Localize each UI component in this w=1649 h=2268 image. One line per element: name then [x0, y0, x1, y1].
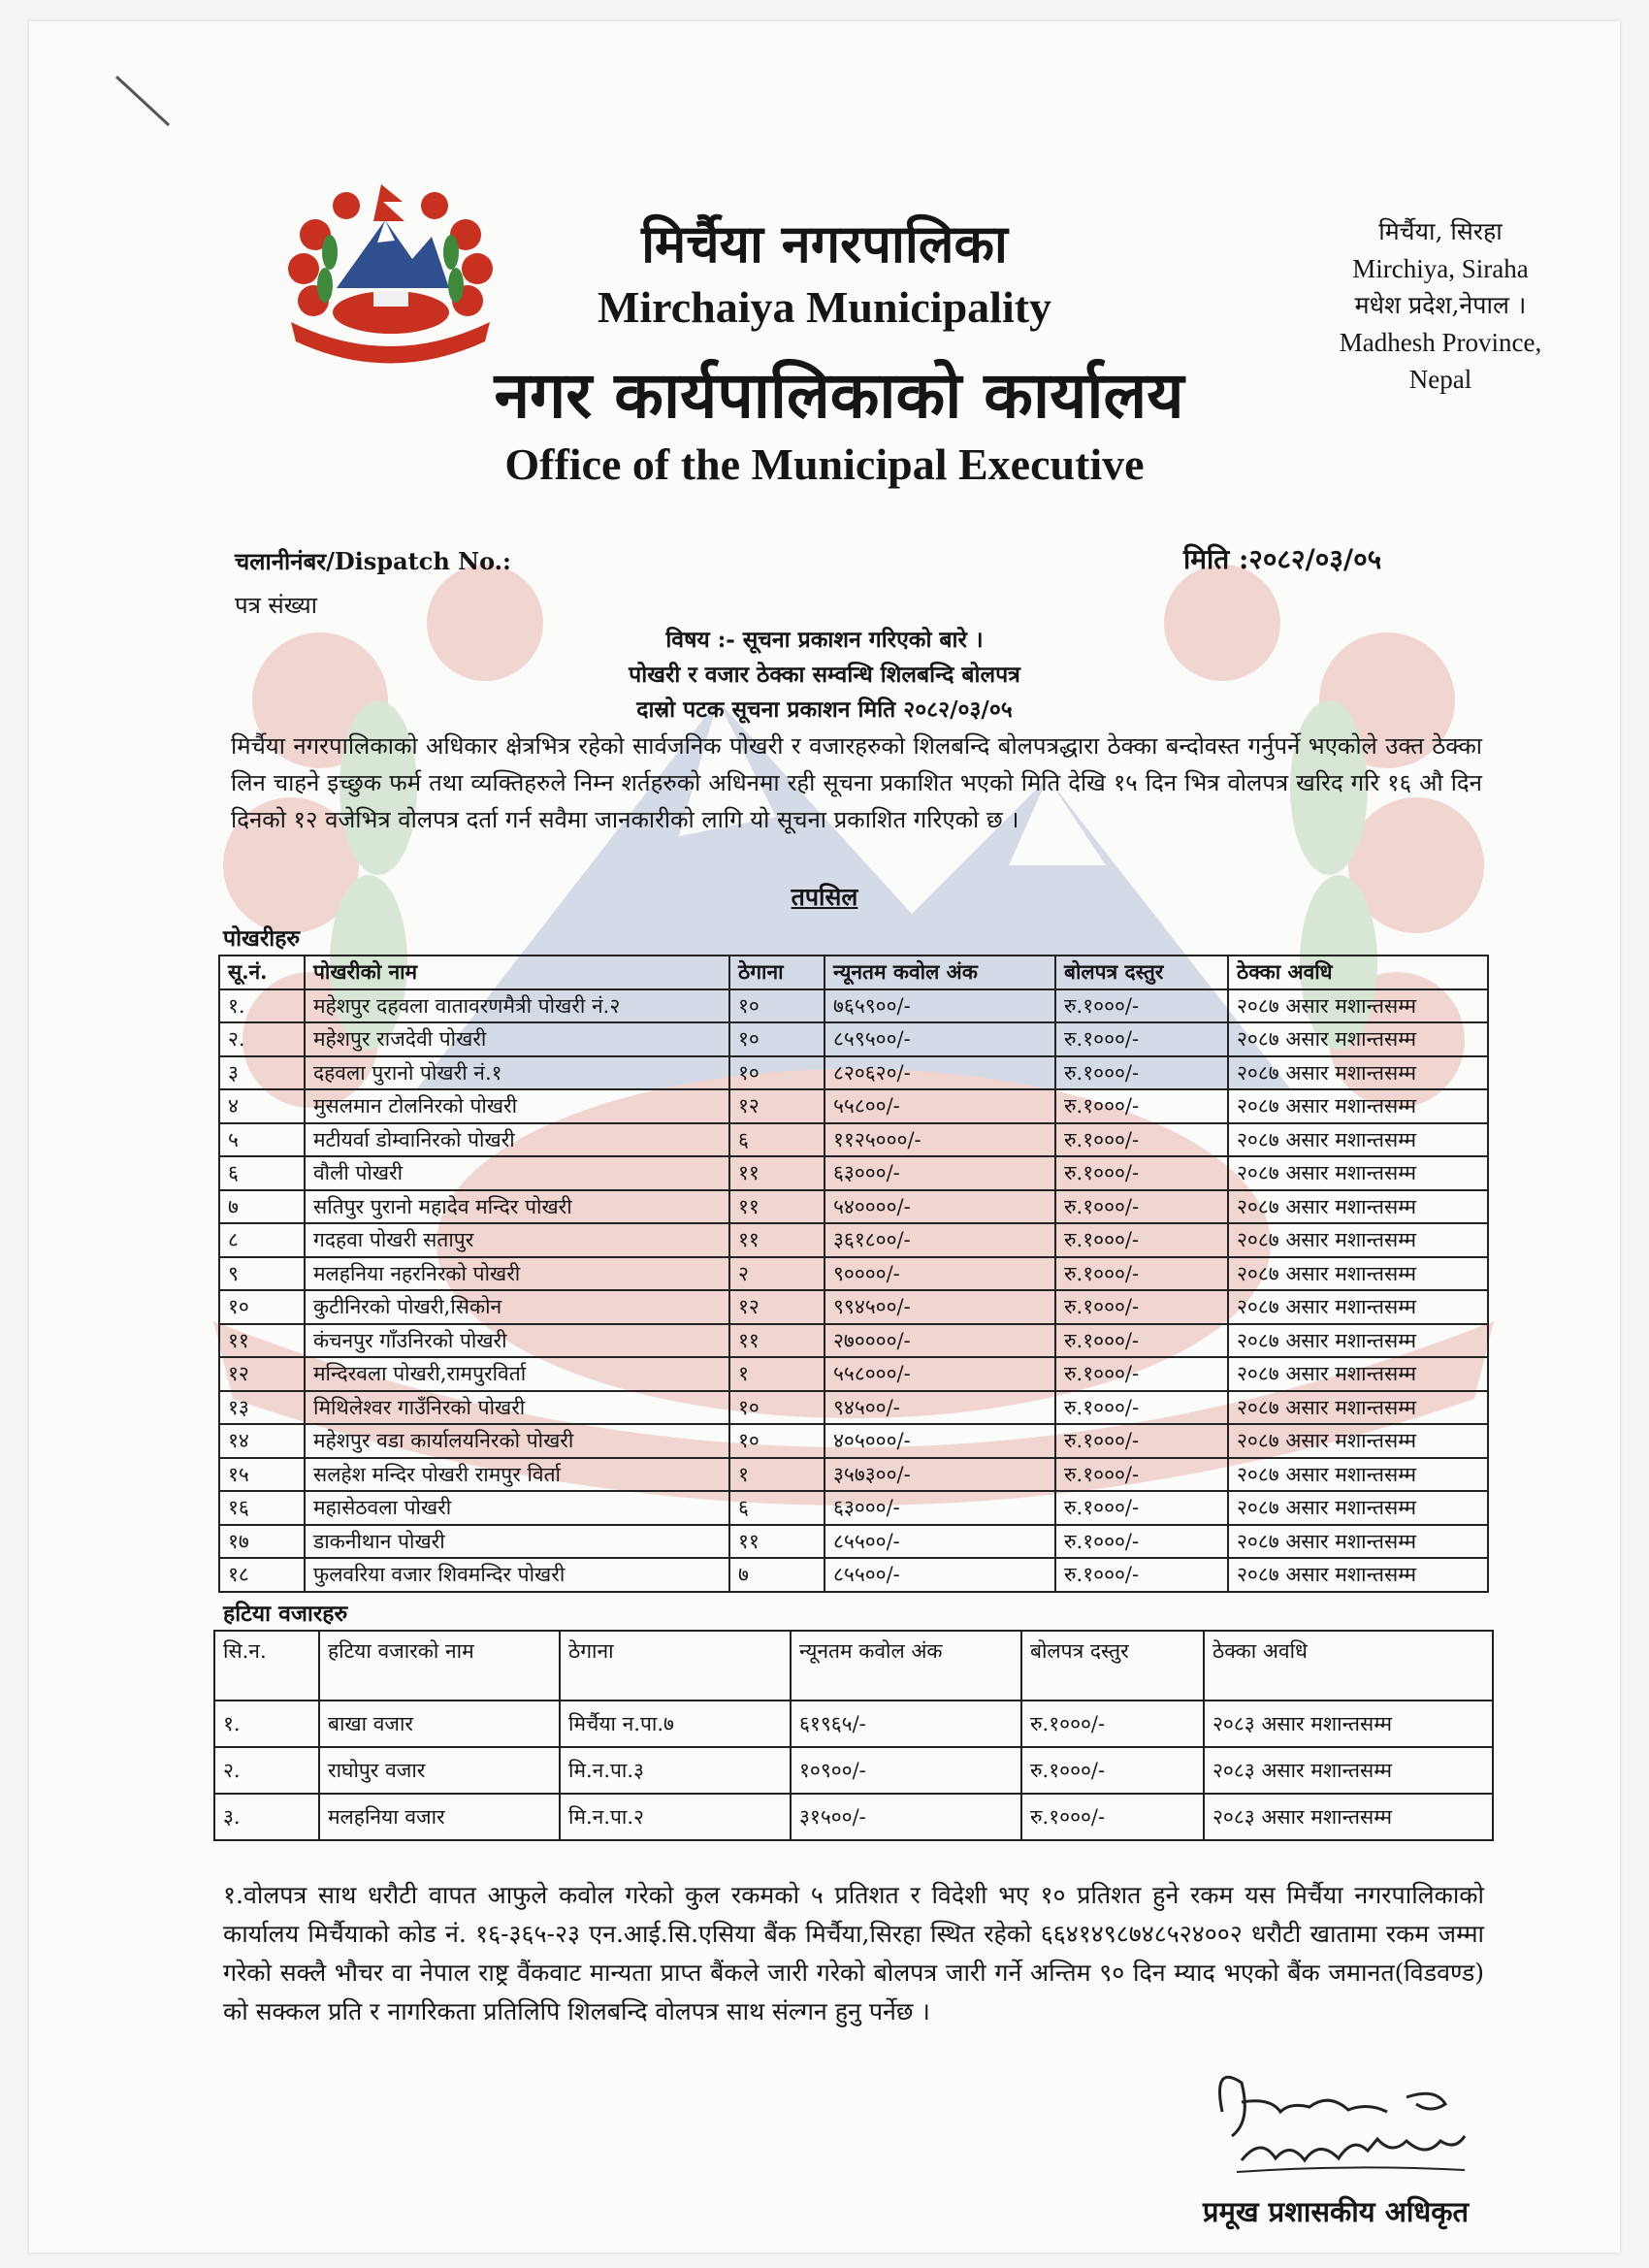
- table-cell: २०८७ असार मशान्तसम्म: [1228, 1458, 1488, 1492]
- table-row: [214, 1747, 1493, 1794]
- document-date: मिति :२०८२/०३/०५: [1183, 543, 1382, 575]
- table-cell: ६: [219, 1156, 305, 1190]
- table-row: [219, 1290, 1488, 1324]
- table-cell: रु.१०००/-: [1055, 1257, 1228, 1291]
- table-cell: रु.१०००/-: [1055, 1391, 1228, 1425]
- letter-number: पत्र संख्या: [235, 592, 317, 619]
- table-cell: महेशपुर दहवला वातावरणमैत्री पोखरी नं.२: [305, 989, 729, 1023]
- table-cell: २७००००/-: [824, 1324, 1055, 1358]
- table-cell: ७: [729, 1558, 824, 1592]
- table-cell: रु.१०००/-: [1055, 1190, 1228, 1224]
- ponds-table: [218, 955, 1489, 1593]
- table-row: [219, 989, 1488, 1023]
- table-cell: महासेठवला पोखरी: [305, 1491, 729, 1525]
- table-cell: रु.१०००/-: [1055, 1290, 1228, 1324]
- table-cell: मिर्चैया न.पा.७: [560, 1701, 791, 1747]
- subject-line: विषय :- सूचना प्रकाशन गरिएको बारे ।: [665, 627, 984, 653]
- table-row: [219, 1056, 1488, 1090]
- table-cell: ५५८००/-: [824, 1089, 1055, 1123]
- table-cell: १०: [729, 1056, 824, 1090]
- table-cell: मन्दिरवला पोखरी,रामपुरविर्ता: [305, 1357, 729, 1391]
- table-cell: महेशपुर वडा कार्यालयनिरको पोखरी: [305, 1424, 729, 1458]
- table-row: [214, 1701, 1493, 1747]
- table-cell: ७: [219, 1190, 305, 1224]
- table-cell: २०८७ असार मशान्तसम्म: [1228, 1056, 1488, 1090]
- table-cell: २०८७ असार मशान्तसम्म: [1228, 1022, 1488, 1056]
- table-cell: रु.१०००/-: [1055, 1156, 1228, 1190]
- markets-heading: हटिया वजारहरु: [223, 1601, 348, 1627]
- table-cell: महेशपुर राजदेवी पोखरी: [305, 1022, 729, 1056]
- table-cell: बाखा वजार: [319, 1701, 560, 1747]
- table-cell: ११: [219, 1324, 305, 1358]
- column-header: सि.न.: [214, 1631, 319, 1701]
- table-cell: रु.१०००/-: [1055, 1324, 1228, 1358]
- table-cell: २०८७ असार मशान्तसम्म: [1228, 1123, 1488, 1157]
- table-cell: राघोपुर वजार: [319, 1747, 560, 1794]
- table-cell: ६: [729, 1491, 824, 1525]
- column-header: बोलपत्र दस्तुर: [1055, 956, 1228, 989]
- table-cell: ९: [219, 1257, 305, 1291]
- table-cell: ३.: [214, 1794, 319, 1840]
- table-cell: ५: [219, 1123, 305, 1157]
- table-cell: ६: [729, 1123, 824, 1157]
- table-cell: ४: [219, 1089, 305, 1123]
- table-cell: ८२०६२०/-: [824, 1056, 1055, 1090]
- table-cell: ९००००/-: [824, 1257, 1055, 1291]
- table-row: [219, 1491, 1488, 1525]
- dispatch-number: चलानीनंबर/Dispatch No.:: [235, 547, 511, 575]
- table-cell: फुलवरिया वजार शिवमन्दिर पोखरी: [305, 1558, 729, 1592]
- table-row: [219, 1424, 1488, 1458]
- table-cell: मलहनिया वजार: [319, 1794, 560, 1840]
- table-cell: २०८७ असार मशान्तसम्म: [1228, 1324, 1488, 1358]
- table-cell: मटीयर्वा डोम्वानिरको पोखरी: [305, 1123, 729, 1157]
- table-row: [219, 1022, 1488, 1056]
- table-cell: ५४००००/-: [824, 1190, 1055, 1224]
- table-cell: १०: [729, 989, 824, 1023]
- table-cell: ११: [729, 1324, 824, 1358]
- column-header: न्यूनतम कवोल अंक: [824, 956, 1055, 989]
- municipality-name-np: मिर्चैया नगरपालिका: [641, 212, 1008, 275]
- table-cell: २०८७ असार मशान्तसम्म: [1228, 1391, 1488, 1425]
- column-header: पोखरीको नाम: [305, 956, 729, 989]
- table-cell: १.: [219, 989, 305, 1023]
- table-row: [219, 1357, 1488, 1391]
- municipality-name-en: Mirchaiya Municipality: [597, 282, 1052, 332]
- table-cell: रु.१०००/-: [1055, 1123, 1228, 1157]
- table-row: [214, 1794, 1493, 1840]
- table-cell: १.: [214, 1701, 319, 1747]
- table-cell: मलहनिया नहरनिरको पोखरी: [305, 1257, 729, 1291]
- column-header: ठेक्का अवधि: [1228, 956, 1488, 989]
- ponds-heading: पोखरीहरु: [223, 925, 301, 952]
- table-cell: २०८७ असार मशान्तसम्म: [1228, 1558, 1488, 1592]
- table-cell: ३१५००/-: [791, 1794, 1021, 1840]
- column-header: न्यूनतम कवोल अंक: [791, 1631, 1021, 1701]
- table-cell: २०८७ असार मशान्तसम्म: [1228, 1156, 1488, 1190]
- table-cell: ९४५००/-: [824, 1391, 1055, 1425]
- table-header-row: [219, 956, 1488, 989]
- table-row: [219, 1089, 1488, 1123]
- table-cell: ११: [729, 1223, 824, 1257]
- table-cell: १३: [219, 1391, 305, 1425]
- table-cell: रु.१०००/-: [1021, 1794, 1204, 1840]
- address-line: Madhesh Province,: [1339, 328, 1542, 357]
- table-cell: १०: [219, 1290, 305, 1324]
- table-cell: गदहवा पोखरी सतापुर: [305, 1223, 729, 1257]
- table-cell: १२: [219, 1357, 305, 1391]
- table-row: [219, 1190, 1488, 1224]
- address-line: मिर्चैया, सिरहा: [1378, 217, 1503, 245]
- table-cell: २०८३ असार मशान्तसम्म: [1204, 1794, 1493, 1840]
- table-cell: २०८३ असार मशान्तसम्म: [1204, 1747, 1493, 1794]
- table-header-row: [214, 1631, 1493, 1701]
- table-cell: डाकनीथान पोखरी: [305, 1525, 729, 1559]
- table-row: [219, 1558, 1488, 1592]
- signatory-title: प्रमूख प्रशासकीय अधिकृत: [1203, 2195, 1470, 2228]
- table-cell: २०८३ असार मशान्तसम्म: [1204, 1701, 1493, 1747]
- table-row: [219, 1257, 1488, 1291]
- table-cell: सतिपुर पुरानो महादेव मन्दिर पोखरी: [305, 1190, 729, 1224]
- table-cell: रु.१०००/-: [1055, 1558, 1228, 1592]
- table-cell: २०८७ असार मशान्तसम्म: [1228, 1424, 1488, 1458]
- table-cell: रु.१०००/-: [1055, 1525, 1228, 1559]
- table-cell: मुसलमान टोलनिरको पोखरी: [305, 1089, 729, 1123]
- table-cell: २: [729, 1257, 824, 1291]
- subject-line: दास्रो पटक सूचना प्रकाशन मिति २०८२/०३/०५: [636, 697, 1013, 723]
- table-cell: १: [729, 1357, 824, 1391]
- table-cell: दहवला पुरानो पोखरी नं.१: [305, 1056, 729, 1090]
- table-cell: रु.१०००/-: [1055, 1056, 1228, 1090]
- table-cell: ५५८०००/-: [824, 1357, 1055, 1391]
- column-header: ठेक्का अवधि: [1204, 1631, 1493, 1701]
- subject-line: पोखरी र वजार ठेक्का सम्वन्धि शिलबन्दि बोलपत्र: [629, 662, 1020, 688]
- table-cell: ६३०००/-: [824, 1491, 1055, 1525]
- table-cell: ११: [729, 1525, 824, 1559]
- table-cell: वौली पोखरी: [305, 1156, 729, 1190]
- terms-paragraph: १.वोलपत्र साथ धरौटी वापत आफुले कवोल गरेको कुल रकमको ५ प्रतिशत र विदेशी भए १० प्रतिशत हुने रकम यस मिर्चैया नगरपालिकाको कार्यालय मिर्चैयाको कोड नं. १६-३६५-२३ एन.आई.सि.एसिया बैंक मिर्चैया,सिरहा स्थित रहेको ६६४१४९८७४८५२४००२ धरौटी खातामा रकम जम्मा गरेको सक्लै भौचर वा नेपाल राष्ट्र वैंकवाट मान्यता प्राप्त बैंकले जारी गरेको बोलपत्र जारी गर्ने अन्तिम ९० दिन म्याद भएको बैंक जमानत(विडवण्ड) को सक्कल प्रति र नागरिकता प्रतिलिपि शिलबन्दि वोलपत्र साथ संल्गन हुनु पर्नेछ ।: [223, 1881, 1484, 2025]
- table-cell: रु.१०००/-: [1055, 1223, 1228, 1257]
- table-cell: रु.१०००/-: [1021, 1701, 1204, 1747]
- column-header: ठेगाना: [560, 1631, 791, 1701]
- table-cell: १८: [219, 1558, 305, 1592]
- table-cell: २०८७ असार मशान्तसम्म: [1228, 1257, 1488, 1291]
- table-row: [219, 1525, 1488, 1559]
- table-cell: रु.१०००/-: [1055, 1089, 1228, 1123]
- document-page: [29, 21, 1620, 2252]
- address-line: Mirchiya, Siraha: [1352, 254, 1529, 283]
- column-header: बोलपत्र दस्तुर: [1021, 1631, 1204, 1701]
- table-cell: रु.१०००/-: [1055, 1357, 1228, 1391]
- table-cell: ८५५००/-: [824, 1558, 1055, 1592]
- table-cell: रु.१०००/-: [1055, 1458, 1228, 1492]
- handwritten-signature: [1183, 2044, 1504, 2180]
- table-cell: ११२५०००/-: [824, 1123, 1055, 1157]
- table-cell: १२: [729, 1290, 824, 1324]
- table-cell: रु.१०००/-: [1055, 1424, 1228, 1458]
- table-row: [219, 1123, 1488, 1157]
- column-header: ठेगाना: [729, 956, 824, 989]
- table-cell: २०८७ असार मशान्तसम्म: [1228, 1290, 1488, 1324]
- address-line: मधेश प्रदेश,नेपाल ।: [1354, 291, 1527, 319]
- intro-paragraph: मिर्चैया नगरपालिकाको अधिकार क्षेत्रभित्र रहेको सार्वजनिक पोखरी र वजारहरुको शिलबन्दि बोलपत्रद्धारा ठेक्का बन्दोवस्त गर्नुपर्ने भएकोले उक्त ठेक्का लिन चाहने इच्छुक फर्म तथा व्यक्तिहरुले निम्न शर्तहरुको अधिनमा रही सूचना प्रकाशित भएको मिति देखि १५ दिन भित्र वोलपत्र खरिद गरि १६ औ दिन दिनको १२ वजेभित्र वोलपत्र दर्ता गर्न सवैमा जानकारीको लागि यो सूचना प्रकाशित गरिएको छ ।: [231, 732, 1482, 833]
- table-cell: रु.१०००/-: [1021, 1747, 1204, 1794]
- table-cell: ६१९६५/-: [791, 1701, 1021, 1747]
- office-name-en: Office of the Municipal Executive: [504, 439, 1145, 489]
- table-cell: २०८७ असार मशान्तसम्म: [1228, 989, 1488, 1023]
- table-row: [219, 1391, 1488, 1425]
- table-cell: कुटीनिरको पोखरी,सिकोन: [305, 1290, 729, 1324]
- table-cell: १६: [219, 1491, 305, 1525]
- pen-mark: [114, 75, 173, 128]
- address-block: [1295, 213, 1586, 398]
- table-cell: १५: [219, 1458, 305, 1492]
- table-cell: ३६१८००/-: [824, 1223, 1055, 1257]
- address-line: Nepal: [1408, 365, 1472, 394]
- office-name-np: नगर कार्यपालिकाको कार्यालय: [494, 357, 1184, 433]
- table-cell: २.: [219, 1022, 305, 1056]
- table-cell: कंचनपुर गाँउनिरको पोखरी: [305, 1324, 729, 1358]
- table-cell: ८५९५००/-: [824, 1022, 1055, 1056]
- table-cell: मि.न.पा.३: [560, 1747, 791, 1794]
- table-cell: मिथिलेश्वर गाउँनिरको पोखरी: [305, 1391, 729, 1425]
- table-cell: २०८७ असार मशान्तसम्म: [1228, 1525, 1488, 1559]
- subject-block: [29, 623, 1620, 728]
- table-cell: १४: [219, 1424, 305, 1458]
- table-cell: ३: [219, 1056, 305, 1090]
- table-cell: १७: [219, 1525, 305, 1559]
- table-row: [219, 1156, 1488, 1190]
- table-row: [219, 1458, 1488, 1492]
- table-cell: १०: [729, 1022, 824, 1056]
- table-cell: ८५५००/-: [824, 1525, 1055, 1559]
- table-cell: रु.१०००/-: [1055, 989, 1228, 1023]
- table-cell: १: [729, 1458, 824, 1492]
- table-cell: २.: [214, 1747, 319, 1794]
- table-cell: १०: [729, 1424, 824, 1458]
- table-cell: १०: [729, 1391, 824, 1425]
- table-cell: ३५७३००/-: [824, 1458, 1055, 1492]
- table-cell: २०८७ असार मशान्तसम्म: [1228, 1491, 1488, 1525]
- table-cell: २०८७ असार मशान्तसम्म: [1228, 1357, 1488, 1391]
- table-cell: १०९००/-: [791, 1747, 1021, 1794]
- details-heading: तपसिल: [791, 883, 858, 911]
- table-cell: रु.१०००/-: [1055, 1022, 1228, 1056]
- table-row: [219, 1324, 1488, 1358]
- table-cell: ११: [729, 1190, 824, 1224]
- table-cell: २०८७ असार मशान्तसम्म: [1228, 1223, 1488, 1257]
- table-cell: ६३०००/-: [824, 1156, 1055, 1190]
- table-row: [219, 1223, 1488, 1257]
- table-cell: ४०५०००/-: [824, 1424, 1055, 1458]
- table-cell: २०८७ असार मशान्तसम्म: [1228, 1190, 1488, 1224]
- table-cell: ८: [219, 1223, 305, 1257]
- table-cell: रु.१०००/-: [1055, 1491, 1228, 1525]
- column-header: सू.नं.: [219, 956, 305, 989]
- table-cell: ९९४५००/-: [824, 1290, 1055, 1324]
- markets-table: [213, 1630, 1494, 1841]
- table-cell: मि.न.पा.२: [560, 1794, 791, 1840]
- table-cell: १२: [729, 1089, 824, 1123]
- column-header: हटिया वजारको नाम: [319, 1631, 560, 1701]
- table-cell: २०८७ असार मशान्तसम्म: [1228, 1089, 1488, 1123]
- table-cell: सलहेश मन्दिर पोखरी रामपुर विर्ता: [305, 1458, 729, 1492]
- table-cell: ७६५९००/-: [824, 989, 1055, 1023]
- table-cell: ११: [729, 1156, 824, 1190]
